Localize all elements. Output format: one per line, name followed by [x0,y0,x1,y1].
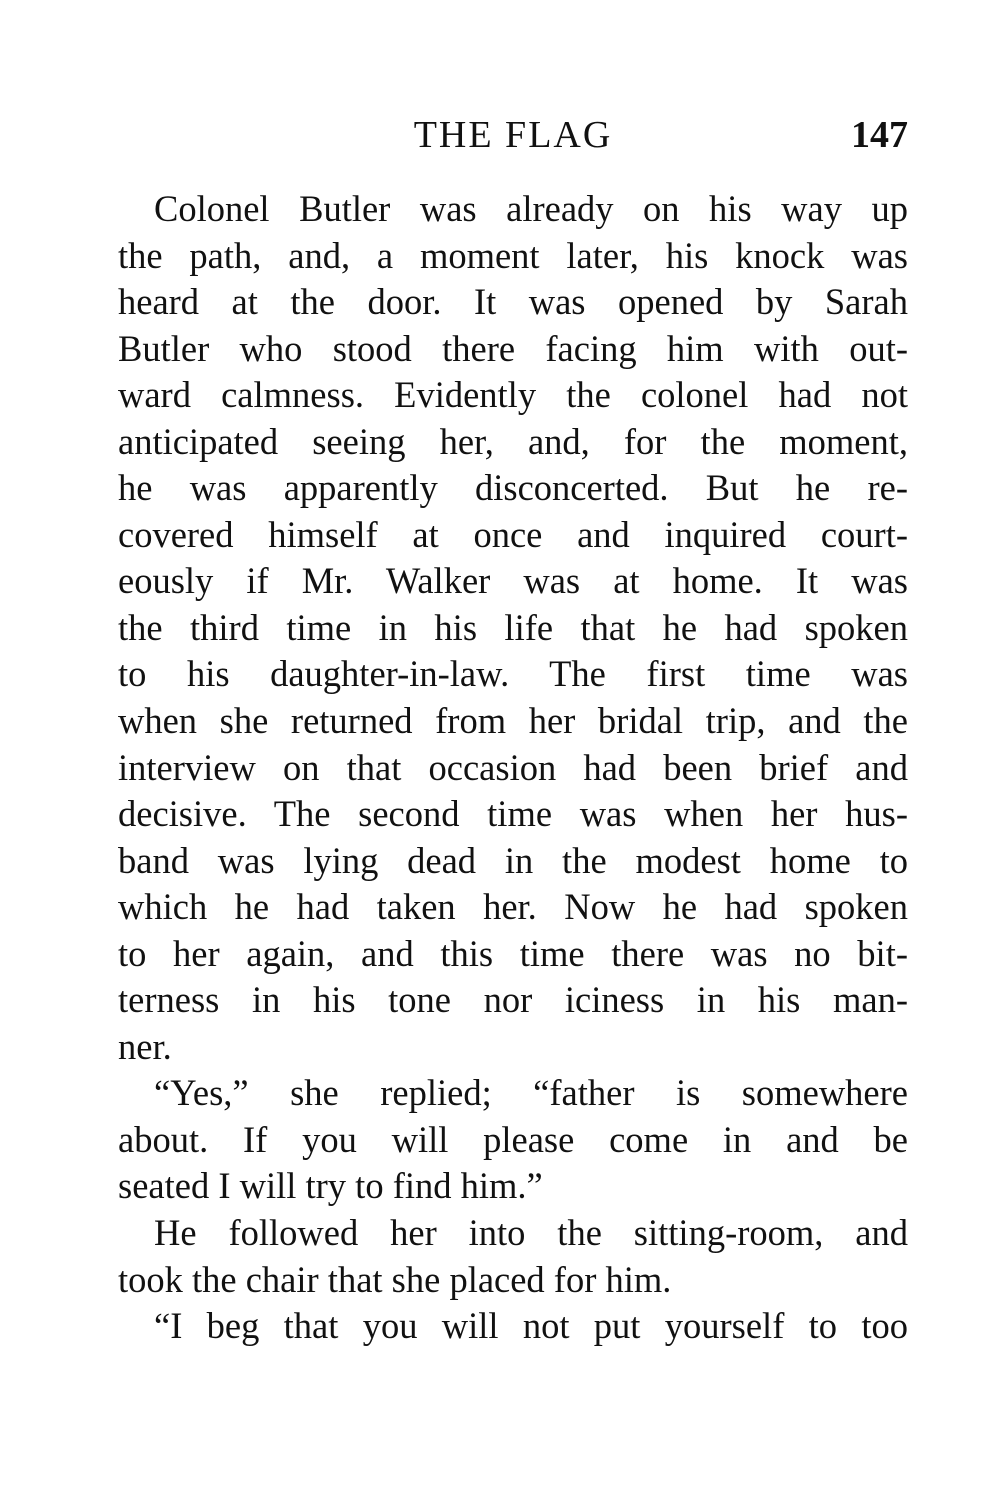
text-line: “I beg that you will not put yourself to too [154,1305,908,1347]
text-line: terness in his tone nor iciness in his man- [118,979,908,1021]
text-line: took the chair that she placed for him. [118,1258,672,1300]
text-line: which he had taken her. Now he had spoken [118,886,908,928]
text-line: ward calmness. Evidently the colonel had not [118,374,908,416]
text-line: Colonel Butler was already on his way up [154,188,908,229]
text-line: the third time in his life that he had spoken [118,606,908,648]
text-line: about. If you will please come in and be [118,1118,908,1160]
running-head [118,110,908,160]
text-line: eously if Mr. Walker was at home. It was [118,560,908,602]
text-line: He followed her into the sitting-room, and [154,1212,908,1254]
text-line: he was apparently disconcerted. But he re- [118,467,908,509]
text-line: covered himself at once and inquired court- [118,513,908,555]
text-line: Butler who stood there facing him with out- [118,327,908,369]
text-line: ner. [118,1025,172,1067]
text-line: heard at the door. It was opened by Sarah [118,281,908,323]
text-line: to his daughter-in-law. The first time was [118,653,908,695]
running-title: THE FLAG [413,114,613,156]
text-line: the path, and, a moment later, his knock was [118,234,908,276]
text-line: when she returned from her bridal trip, and the [118,700,908,742]
text-line: seated I will try to find him.” [118,1165,543,1207]
text-line: interview on that occasion had been brief and [118,746,908,788]
page-number: 147 [851,114,908,156]
body-text [118,186,908,1350]
text-line: band was lying dead in the modest home to [118,839,908,881]
text-line: anticipated seeing her, and, for the moment, [118,420,908,462]
text-line: decisive. The second time was when her hus- [118,793,908,835]
text-line: to her again, and this time there was no bit- [118,932,908,974]
text-line: “Yes,” she replied; “father is somewhere [154,1072,908,1114]
